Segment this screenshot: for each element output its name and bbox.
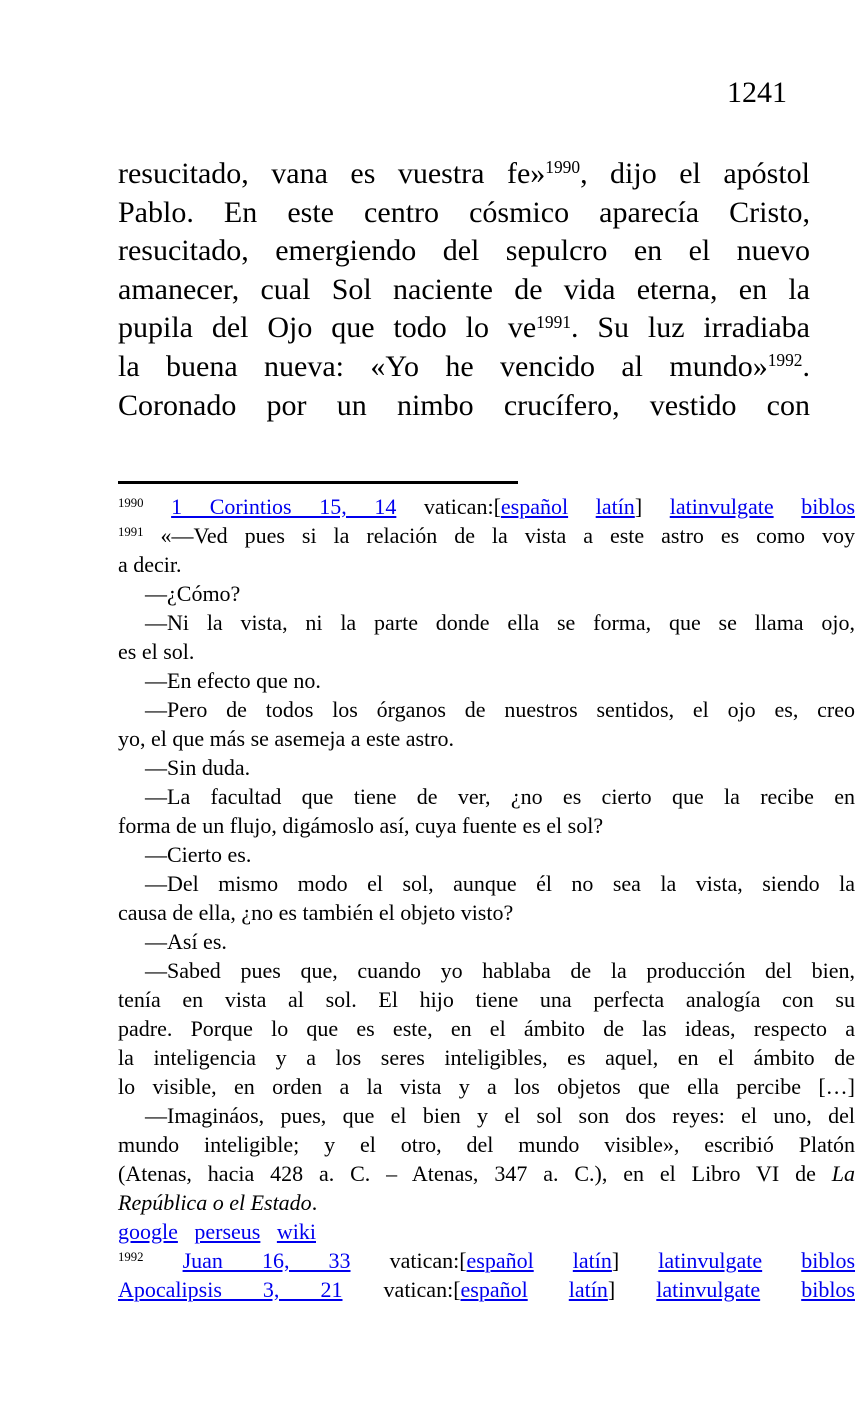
page-number: 1241	[727, 76, 787, 109]
link-espa-ol[interactable]: español	[460, 1277, 528, 1302]
footnote-line: tenía en vista al sol. El hijo tiene una perfecta analogía con su	[118, 987, 855, 1012]
footnote-line: —Ni la vista, ni la parte donde ella se forma, que se llama ojo,	[145, 610, 855, 635]
footnote-line: $^{1991}$ «—Ved pues si la relación de la vista a este astro es como voy	[118, 523, 855, 548]
link-apocalipsis-3-21[interactable]: Apocalipsis 3, 21	[118, 1277, 343, 1302]
footnote-ref: 1992	[767, 350, 803, 371]
footnote-line: Apocalipsis 3, 21 vatican:[español latín] latinvulgate biblos	[118, 1277, 855, 1302]
footnote-line	[118, 1217, 855, 1246]
footnote-line: —Cierto es.	[145, 842, 252, 867]
link-lat-n[interactable]: latín	[595, 494, 635, 519]
footnote-line: —¿Cómo?	[145, 581, 241, 606]
footnote-line: causa de ella, ¿no es también el objeto visto?	[118, 900, 514, 925]
body-line: resucitado, emergiendo del sepulcro en el nuevo	[118, 234, 810, 268]
footnote-line: padre. Porque lo que es este, en el ámbito de las ideas, respecto a	[118, 1016, 855, 1041]
footnote-ref: 1990	[118, 495, 144, 510]
footnote-ref: 1992	[118, 1249, 144, 1264]
footnote-line: —Sin duda.	[145, 755, 251, 780]
footnote-line: yo, el que más se asemeja a este astro.	[118, 726, 454, 751]
link-juan-16-33[interactable]: Juan 16, 33	[182, 1248, 351, 1273]
footnote-ref: 1991	[118, 524, 144, 539]
body-line: Pablo. En este centro cósmico aparecía Cristo,	[118, 195, 810, 229]
link-biblos[interactable]: biblos	[801, 1277, 855, 1302]
link-latinvulgate[interactable]: latinvulgate	[669, 494, 774, 519]
link-biblos[interactable]: biblos	[801, 1248, 856, 1273]
footnote-line: mundo inteligible; y el otro, del mundo visible», escribió Platón	[118, 1132, 855, 1157]
link-latinvulgate[interactable]: latinvulgate	[658, 1248, 763, 1273]
footnote-line: República o el Estado.	[118, 1190, 318, 1215]
footnote-line: la inteligencia y a los seres inteligibles, es aquel, en el ámbito de	[118, 1045, 855, 1070]
footnote-line: $^{1992}$ Juan 16, 33 vatican:[español latín] latinvulgate biblos	[118, 1248, 856, 1273]
link-biblos[interactable]: biblos	[801, 494, 856, 519]
body-line: Coronado por un nimbo crucífero, vestido con	[118, 388, 810, 422]
footnote-line: es el sol.	[118, 639, 195, 664]
footnote-line: (Atenas, hacia 428 a. C. – Atenas, 347 a. C.), en el Libro VI de La	[118, 1161, 855, 1186]
italic-title: La	[831, 1161, 855, 1186]
footnote-line: —Del mismo modo el sol, aunque él no sea la vista, siendo la	[145, 871, 855, 896]
body-line: la buena nueva: «Yo he vencido al mundo»$^{1992}$.	[118, 349, 810, 383]
footnote-line: —Así es.	[145, 929, 227, 954]
footnote-separator	[118, 481, 518, 484]
body-line: pupila del Ojo que todo lo ve$^{1991}$. Su luz irradiaba	[118, 311, 810, 345]
body-text	[118, 155, 810, 425]
footnote-ref: 1990	[545, 157, 581, 178]
link-1-corintios-15-14[interactable]: 1 Corintios 15, 14	[171, 494, 397, 519]
link-espa-ol[interactable]: español	[500, 494, 569, 519]
link-perseus[interactable]: perseus	[194, 1219, 261, 1244]
link-lat-n[interactable]: latín	[568, 1277, 608, 1302]
footnote-line: —Sabed pues que, cuando yo hablaba de la producción del bien,	[145, 958, 855, 983]
link-google[interactable]: google	[118, 1219, 178, 1244]
link-lat-n[interactable]: latín	[572, 1248, 612, 1273]
footnote-line: $^{1990}$ 1 Corintios 15, 14 vatican:[español latín] latinvulgate biblos	[118, 494, 856, 519]
footnote-line: —Imagináos, pues, que el bien y el sol son dos reyes: el uno, del	[145, 1103, 855, 1128]
link-latinvulgate[interactable]: latinvulgate	[656, 1277, 761, 1302]
footnote-line: —Pero de todos los órganos de nuestros sentidos, el ojo es, creo	[145, 697, 855, 722]
footnote-line: lo visible, en orden a la vista y a los objetos que ella percibe […]	[118, 1074, 855, 1099]
footnote-line: forma de un flujo, digámoslo así, cuya fuente es el sol?	[118, 813, 604, 838]
footnote-ref: 1991	[536, 311, 571, 332]
footnotes	[118, 492, 855, 1304]
footnote-line: a decir.	[118, 552, 182, 577]
link-wiki[interactable]: wiki	[276, 1219, 316, 1244]
footnote-line: —En efecto que no.	[145, 668, 321, 693]
footnote-line: —La facultad que tiene de ver, ¿no es cierto que la recibe en	[145, 784, 855, 809]
body-line: amanecer, cual Sol naciente de vida eterna, en la	[118, 272, 810, 306]
link-espa-ol[interactable]: español	[466, 1248, 534, 1273]
body-line: resucitado, vana es vuestra fe»$^{1990}$, dijo el apóstol	[118, 157, 810, 190]
italic-title: República o el Estado	[118, 1190, 312, 1215]
